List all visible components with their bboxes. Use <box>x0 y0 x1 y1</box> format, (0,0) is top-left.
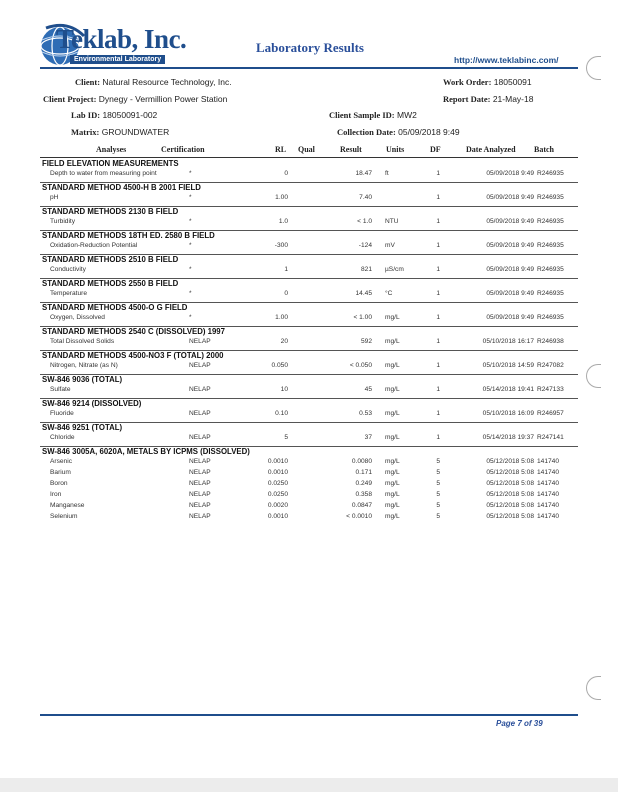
cell-analyte: Chloride <box>50 434 75 441</box>
cell-result: 7.40 <box>359 194 372 201</box>
project-label: Client Project: <box>43 94 97 104</box>
cell-result: 592 <box>360 338 372 345</box>
section-title: STANDARD METHODS 2510 B FIELD <box>42 255 179 264</box>
cell-rl: 10 <box>280 386 288 393</box>
section-title: STANDARD METHODS 18TH ED. 2580 B FIELD <box>42 231 215 240</box>
cell-certification: NELAP <box>189 469 211 476</box>
matrix-value: GROUNDWATER <box>101 127 170 137</box>
cell-analyte: Iron <box>50 491 62 498</box>
cell-certification: NELAP <box>189 410 211 417</box>
cell-df: 1 <box>436 218 440 225</box>
cell-date-analyzed: 05/14/2018 19:37 <box>482 434 534 441</box>
cell-result: 0.0847 <box>351 502 372 509</box>
cell-analyte: Temperature <box>50 290 88 297</box>
cell-result: 45 <box>364 386 372 393</box>
cell-date-analyzed: 05/14/2018 19:41 <box>482 386 534 393</box>
header-rule <box>40 67 578 69</box>
lab-id-value: 18050091-002 <box>102 110 158 120</box>
cell-analyte: Depth to water from measuring point <box>50 170 157 177</box>
cell-result: < 0.050 <box>349 362 372 369</box>
cell-units: mg/L <box>385 338 400 345</box>
col-rl: RL <box>275 145 287 154</box>
cell-date-analyzed: 05/09/2018 9:49 <box>486 194 534 201</box>
cell-df: 5 <box>436 458 440 465</box>
cell-result: 18.47 <box>355 170 372 177</box>
cell-date-analyzed: 05/12/2018 5:08 <box>486 469 534 476</box>
cell-df: 1 <box>436 338 440 345</box>
cell-df: 5 <box>436 491 440 498</box>
cell-df: 5 <box>436 502 440 509</box>
cell-analyte: Barium <box>50 469 71 476</box>
cell-certification: NELAP <box>189 480 211 487</box>
cell-analyte: Nitrogen, Nitrate (as N) <box>50 362 118 369</box>
table-header-rule <box>40 157 578 158</box>
col-result: Result <box>340 145 362 154</box>
section-title: SW-846 9251 (TOTAL) <box>42 423 123 432</box>
cell-df: 1 <box>436 290 440 297</box>
client-value: Natural Resource Technology, Inc. <box>102 77 232 87</box>
section-title: SW-846 3005A, 6020A, METALS BY ICPMS (DISSOLVED) <box>42 447 250 456</box>
cell-batch: R246935 <box>537 266 564 273</box>
section-title: SW-846 9214 (DISSOLVED) <box>42 399 142 408</box>
cell-certification: NELAP <box>189 386 211 393</box>
cell-units: ft <box>385 170 389 177</box>
cell-certification: NELAP <box>189 502 211 509</box>
client-label: Client: <box>75 77 101 87</box>
cell-result: 0.0080 <box>351 458 372 465</box>
section-title: STANDARD METHOD 4500-H B 2001 FIELD <box>42 183 201 192</box>
cell-units: mg/L <box>385 469 400 476</box>
col-date: Date Analyzed <box>466 145 516 154</box>
cell-certification: NELAP <box>189 338 211 345</box>
section-title: STANDARD METHODS 2540 C (DISSOLVED) 1997 <box>42 327 225 336</box>
cell-date-analyzed: 05/09/2018 9:49 <box>486 170 534 177</box>
cell-rl: 5 <box>284 434 288 441</box>
cell-batch: R246935 <box>537 314 564 321</box>
cell-result: 0.249 <box>355 480 372 487</box>
cell-units: mg/L <box>385 434 400 441</box>
page-number: Page 7 of 39 <box>496 719 543 728</box>
cell-certification: * <box>189 194 192 201</box>
cell-date-analyzed: 05/12/2018 5:08 <box>486 502 534 509</box>
cell-df: 1 <box>436 266 440 273</box>
cell-result: < 1.0 <box>357 218 372 225</box>
cell-result: 0.171 <box>355 469 372 476</box>
cell-date-analyzed: 05/09/2018 9:49 <box>486 266 534 273</box>
cell-units: mV <box>385 242 395 249</box>
cell-rl: 1 <box>284 266 288 273</box>
section-title: STANDARD METHODS 4500-O G FIELD <box>42 303 188 312</box>
page-tab-mark <box>586 676 601 700</box>
logo-wordmark: Teklab, Inc. <box>56 24 187 54</box>
collection-info <box>337 127 460 137</box>
cell-certification: * <box>189 266 192 273</box>
col-qual: Qual <box>298 145 315 154</box>
cell-certification: NELAP <box>189 491 211 498</box>
cell-df: 5 <box>436 513 440 520</box>
cell-certification: NELAP <box>189 513 211 520</box>
cell-rl: 0.0010 <box>267 469 288 476</box>
cell-rl: 1.0 <box>278 218 288 225</box>
cell-rl: 0 <box>284 290 288 297</box>
cell-rl: 0.0020 <box>267 502 288 509</box>
cell-df: 1 <box>436 434 440 441</box>
cell-certification: NELAP <box>189 362 211 369</box>
cell-batch: R246935 <box>537 290 564 297</box>
collection-value: 05/09/2018 9:49 <box>398 127 460 137</box>
cell-result: 0.53 <box>359 410 372 417</box>
cell-result: 14.45 <box>355 290 372 297</box>
col-df: DF <box>430 145 441 154</box>
cell-date-analyzed: 05/09/2018 9:49 <box>486 290 534 297</box>
page-tab-mark <box>586 364 601 388</box>
client-info <box>75 77 232 87</box>
lab-id-info <box>71 110 157 120</box>
matrix-label: Matrix: <box>71 127 100 137</box>
sample-id-label: Client Sample ID: <box>329 110 395 120</box>
cell-batch: R246935 <box>537 218 564 225</box>
matrix-info <box>71 127 169 137</box>
section-title: STANDARD METHODS 2550 B FIELD <box>42 279 179 288</box>
cell-units: mg/L <box>385 386 400 393</box>
cell-rl: 20 <box>280 338 288 345</box>
cell-df: 5 <box>436 480 440 487</box>
project-info <box>43 94 227 104</box>
cell-result: < 0.0010 <box>346 513 372 520</box>
cell-batch: 141740 <box>537 502 560 509</box>
cell-batch: 141740 <box>537 469 560 476</box>
cell-df: 5 <box>436 469 440 476</box>
cell-analyte: pH <box>50 194 59 201</box>
cell-units: mg/L <box>385 502 400 509</box>
cell-analyte: Arsenic <box>50 458 72 465</box>
cell-rl: 0.0010 <box>267 513 288 520</box>
cell-result: 821 <box>360 266 372 273</box>
cell-batch: 141740 <box>537 458 560 465</box>
col-batch: Batch <box>534 145 554 154</box>
cell-rl: 0.0250 <box>267 491 288 498</box>
cell-certification: * <box>189 314 192 321</box>
cell-units: °C <box>385 290 393 297</box>
work-order-value: 18050091 <box>493 77 532 87</box>
cell-rl: 0 <box>284 170 288 177</box>
cell-batch: R247133 <box>537 386 564 393</box>
cell-df: 1 <box>436 170 440 177</box>
cell-date-analyzed: 05/12/2018 5:08 <box>486 513 534 520</box>
cell-certification: * <box>189 242 192 249</box>
cell-batch: 141740 <box>537 513 560 520</box>
footer-rule <box>40 714 578 716</box>
section-title: FIELD ELEVATION MEASUREMENTS <box>42 159 179 168</box>
cell-analyte: Turbidity <box>50 218 76 225</box>
bottom-band <box>0 778 618 792</box>
cell-certification: NELAP <box>189 434 211 441</box>
work-order-label: Work Order: <box>443 77 492 87</box>
cell-date-analyzed: 05/09/2018 9:49 <box>486 218 534 225</box>
cell-units: NTU <box>385 218 399 225</box>
sample-id-info <box>329 110 417 120</box>
cell-date-analyzed: 05/09/2018 9:49 <box>486 242 534 249</box>
section-title: STANDARD METHODS 4500-NO3 F (TOTAL) 2000 <box>42 351 224 360</box>
website-link[interactable]: http://www.teklabinc.com/ <box>454 55 559 65</box>
cell-df: 1 <box>436 194 440 201</box>
cell-rl: 0.0250 <box>267 480 288 487</box>
project-value: Dynegy - Vermillion Power Station <box>98 94 228 104</box>
cell-units: mg/L <box>385 480 400 487</box>
logo-subtitle: Environmental Laboratory <box>70 55 165 64</box>
cell-rl: 1.00 <box>275 194 288 201</box>
cell-certification: NELAP <box>189 458 211 465</box>
cell-df: 1 <box>436 386 440 393</box>
cell-analyte: Oxygen, Dissolved <box>50 314 105 321</box>
cell-units: mg/L <box>385 491 400 498</box>
cell-units: mg/L <box>385 513 400 520</box>
cell-analyte: Sulfate <box>50 386 71 393</box>
cell-df: 1 <box>436 362 440 369</box>
report-date-label: Report Date: <box>443 94 491 104</box>
cell-result: < 1.00 <box>353 314 372 321</box>
sample-id-value: MW2 <box>397 110 417 120</box>
cell-certification: * <box>189 218 192 225</box>
report-title: Laboratory Results <box>256 40 364 55</box>
work-order-info <box>443 77 532 87</box>
cell-batch: 141740 <box>537 491 560 498</box>
cell-date-analyzed: 05/12/2018 5:08 <box>486 458 534 465</box>
cell-units: mg/L <box>385 362 400 369</box>
cell-batch: R246935 <box>537 194 564 201</box>
cell-rl: 0.10 <box>275 410 288 417</box>
report-date-value: 21-May-18 <box>492 94 534 104</box>
cell-result: 0.358 <box>355 491 372 498</box>
cell-date-analyzed: 05/09/2018 9:49 <box>486 314 534 321</box>
cell-rl: 0.050 <box>271 362 288 369</box>
cell-date-analyzed: 05/10/2018 16:17 <box>482 338 534 345</box>
col-analyses: Analyses <box>96 145 127 154</box>
cell-batch: 141740 <box>537 480 560 487</box>
cell-date-analyzed: 05/10/2018 16:09 <box>482 410 534 417</box>
cell-units: µS/cm <box>385 266 404 273</box>
cell-rl: -300 <box>274 242 288 249</box>
cell-batch: R247082 <box>537 362 564 369</box>
section-title: STANDARD METHODS 2130 B FIELD <box>42 207 179 216</box>
cell-result: -124 <box>358 242 372 249</box>
cell-analyte: Selenium <box>50 513 78 520</box>
cell-batch: R246935 <box>537 170 564 177</box>
cell-batch: R246935 <box>537 242 564 249</box>
cell-df: 1 <box>436 314 440 321</box>
cell-date-analyzed: 05/12/2018 5:08 <box>486 491 534 498</box>
cell-analyte: Manganese <box>50 502 85 509</box>
cell-df: 1 <box>436 410 440 417</box>
cell-units: mg/L <box>385 314 400 321</box>
section-title: SW-846 9036 (TOTAL) <box>42 375 123 384</box>
col-certification: Certification <box>161 145 205 154</box>
cell-analyte: Fluoride <box>50 410 74 417</box>
cell-rl: 0.0010 <box>267 458 288 465</box>
cell-analyte: Total Dissolved Solids <box>50 338 115 345</box>
cell-date-analyzed: 05/12/2018 5:08 <box>486 480 534 487</box>
cell-analyte: Oxidation-Reduction Potential <box>50 242 138 249</box>
cell-result: 37 <box>364 434 372 441</box>
cell-units: mg/L <box>385 410 400 417</box>
cell-df: 1 <box>436 242 440 249</box>
lab-id-label: Lab ID: <box>71 110 101 120</box>
page-tab-mark <box>586 56 601 80</box>
cell-batch: R246957 <box>537 410 564 417</box>
cell-analyte: Conductivity <box>50 266 86 273</box>
cell-certification: * <box>189 170 192 177</box>
cell-certification: * <box>189 290 192 297</box>
cell-rl: 1.00 <box>275 314 288 321</box>
collection-label: Collection Date: <box>337 127 396 137</box>
cell-batch: R246938 <box>537 338 564 345</box>
cell-batch: R247141 <box>537 434 564 441</box>
report-date-info <box>443 94 533 104</box>
col-units: Units <box>386 145 405 154</box>
cell-units: mg/L <box>385 458 400 465</box>
cell-analyte: Boron <box>50 480 68 487</box>
cell-date-analyzed: 05/10/2018 14:59 <box>482 362 534 369</box>
